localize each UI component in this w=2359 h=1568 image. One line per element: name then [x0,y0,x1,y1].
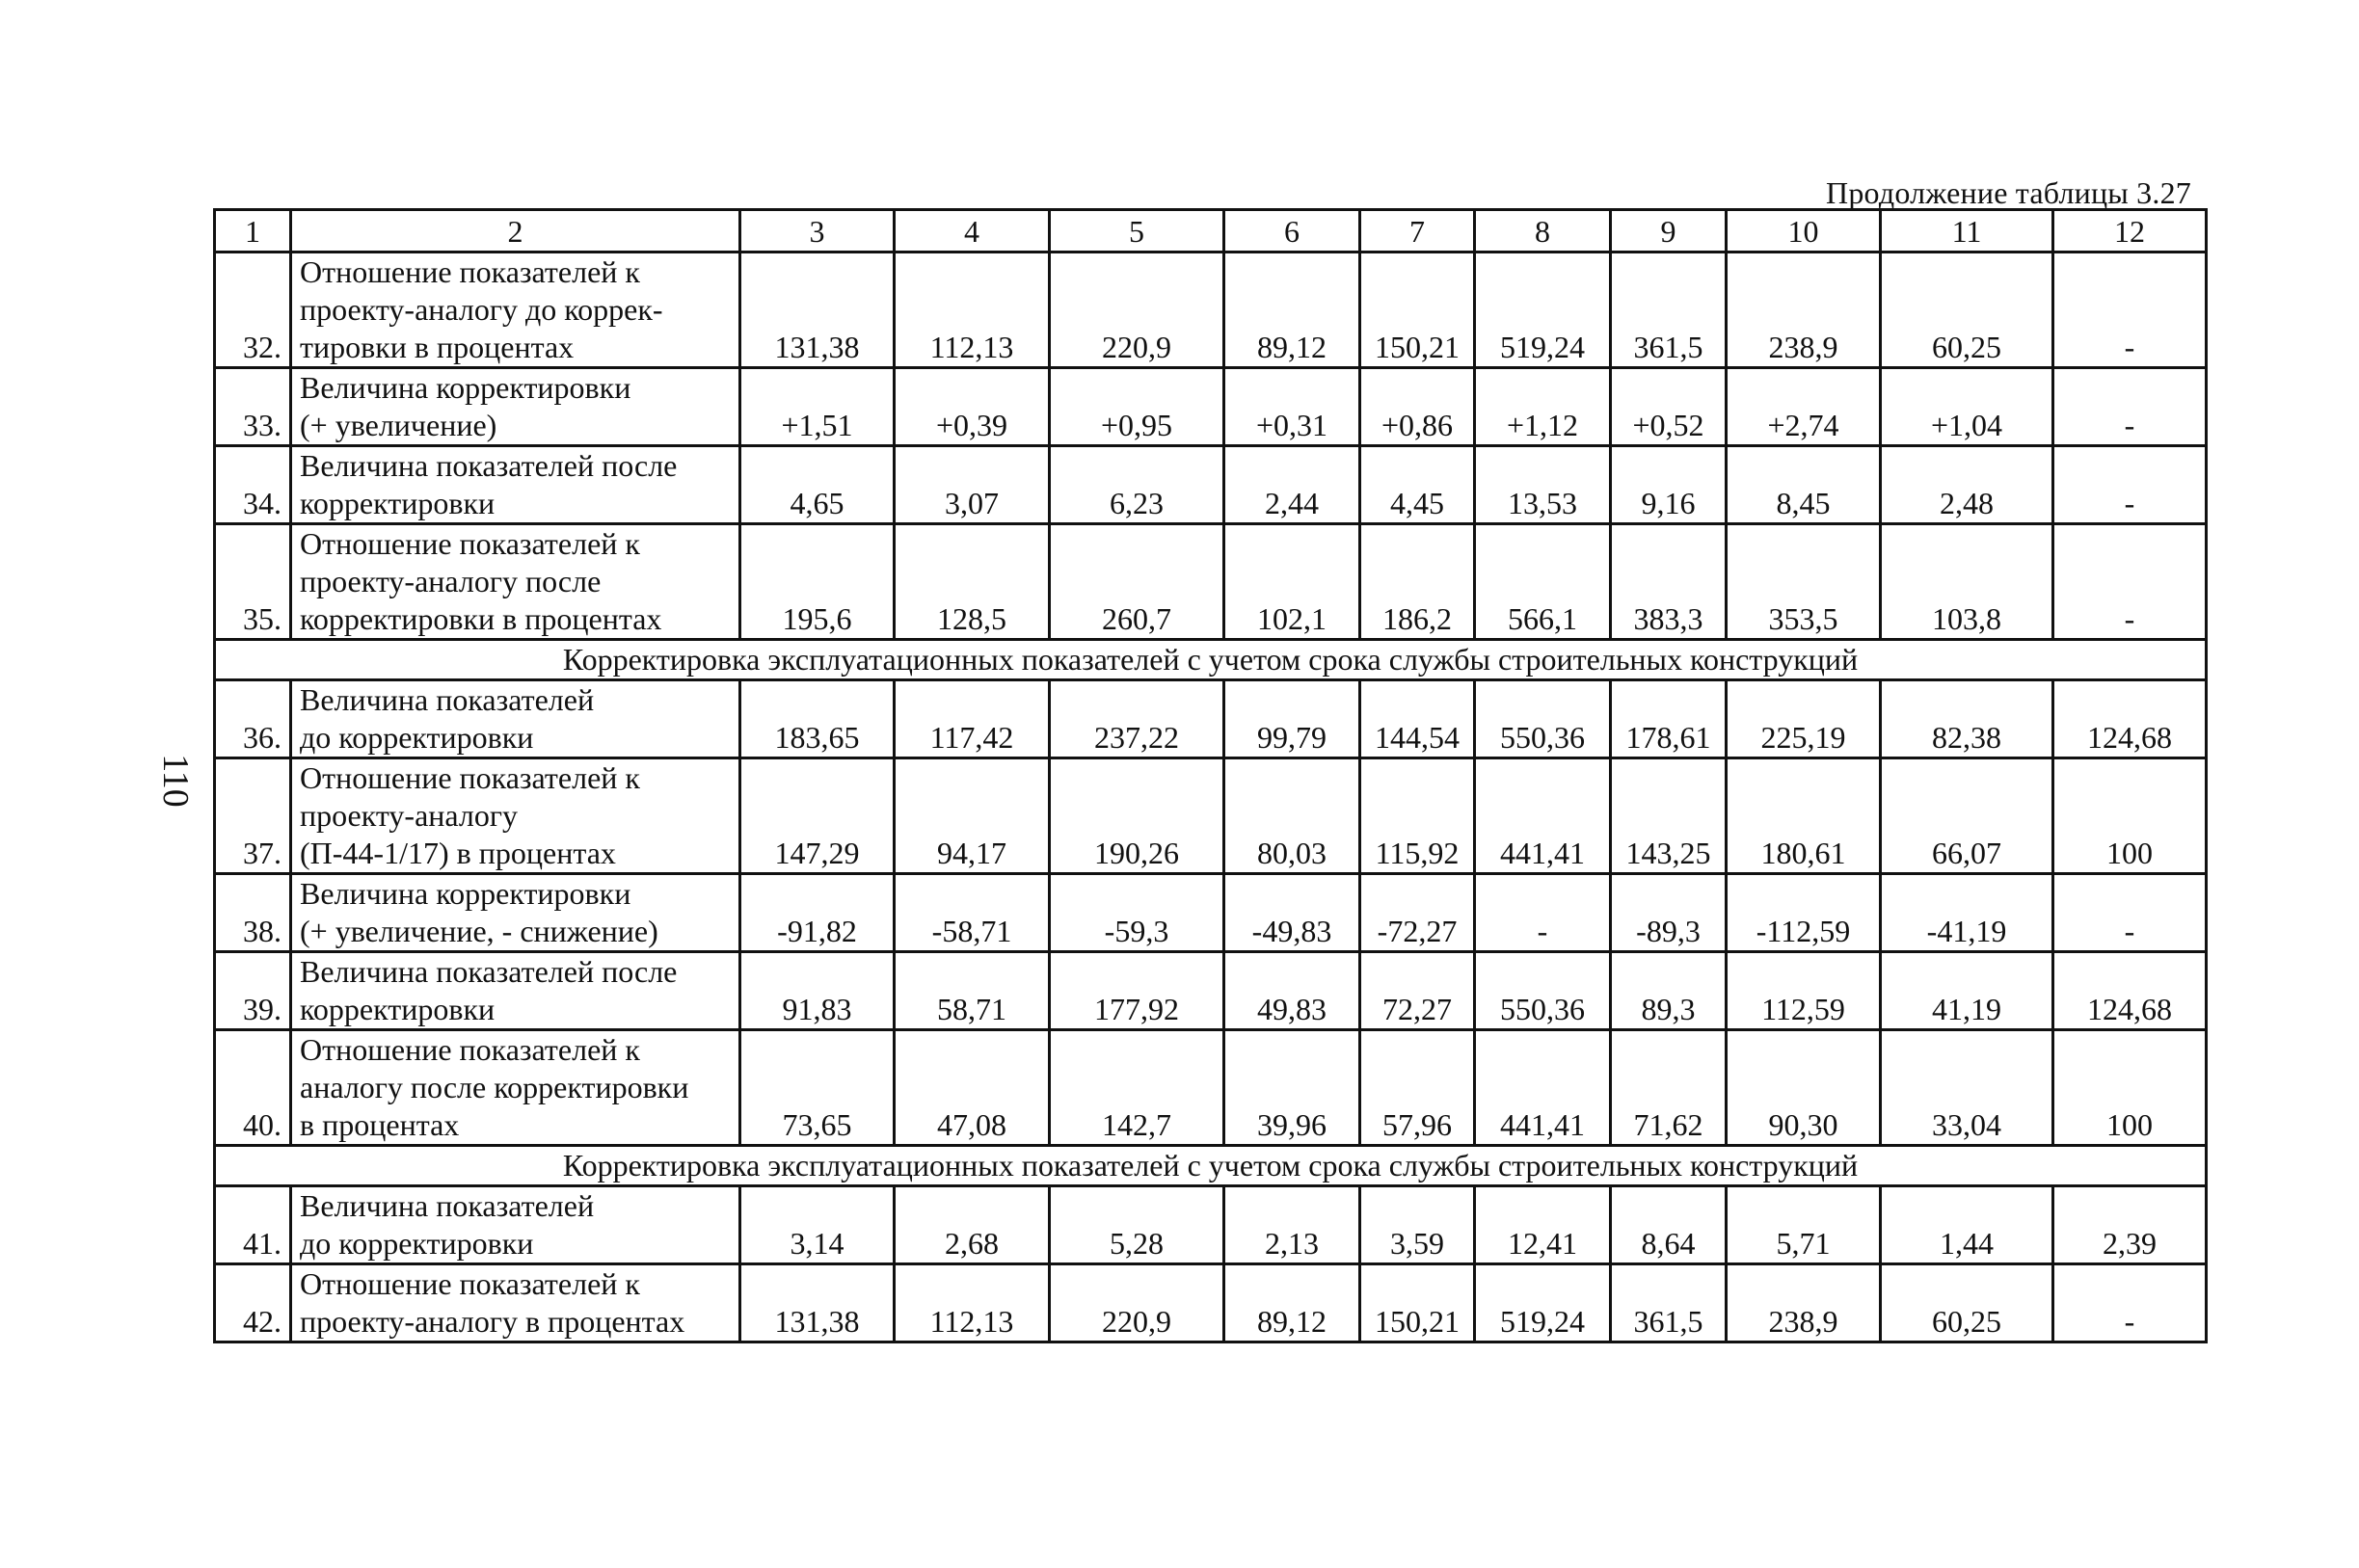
value-cell: 4,65 [740,446,895,524]
value-cell: 100 [2053,1030,2207,1146]
column-header: 5 [1050,210,1224,252]
row-description: Величина показателей после корректировки [291,952,740,1030]
value-cell: 91,83 [740,952,895,1030]
value-cell: 131,38 [740,252,895,368]
value-cell: 441,41 [1475,1030,1611,1146]
row-number: 35. [215,524,291,640]
table-row [215,1030,2207,1146]
value-cell: 237,22 [1050,680,1224,758]
value-cell: 190,26 [1050,758,1224,874]
value-cell: 47,08 [895,1030,1050,1146]
value-cell: +0,31 [1224,368,1360,446]
row-number: 36. [215,680,291,758]
value-cell: 550,36 [1475,952,1611,1030]
table-row [215,524,2207,640]
row-description: Величина показателей до корректировки [291,1186,740,1264]
table-row [215,874,2207,952]
row-description: Отношение показателей к проекту-аналогу после корректировки в процентах [291,524,740,640]
row-description: Величина корректировки (+ увеличение) [291,368,740,446]
table-caption: Продолжение таблицы 3.27 [1826,175,2191,210]
value-cell: - [2053,524,2207,640]
value-cell: 103,8 [1881,524,2053,640]
column-header: 10 [1727,210,1881,252]
row-number: 33. [215,368,291,446]
value-cell: 186,2 [1360,524,1475,640]
column-header: 12 [2053,210,2207,252]
value-cell: -72,27 [1360,874,1475,952]
value-cell: 60,25 [1881,1264,2053,1342]
value-cell: 2,48 [1881,446,2053,524]
value-cell: 117,42 [895,680,1050,758]
value-cell: +0,39 [895,368,1050,446]
table-body [215,210,2207,1342]
column-header: 6 [1224,210,1360,252]
value-cell: 566,1 [1475,524,1611,640]
table-row [215,1264,2207,1342]
table-row [215,680,2207,758]
value-cell: 220,9 [1050,1264,1224,1342]
value-cell: 1,44 [1881,1186,2053,1264]
value-cell: 39,96 [1224,1030,1360,1146]
value-cell: 2,13 [1224,1186,1360,1264]
column-header: 11 [1881,210,2053,252]
value-cell: +0,52 [1611,368,1727,446]
value-cell: 150,21 [1360,1264,1475,1342]
value-cell: 178,61 [1611,680,1727,758]
value-cell: -112,59 [1727,874,1881,952]
column-header: 4 [895,210,1050,252]
value-cell: 60,25 [1881,252,2053,368]
table-row [215,252,2207,368]
value-cell: 112,13 [895,1264,1050,1342]
page-number: 110 [155,754,196,808]
value-cell: 519,24 [1475,252,1611,368]
value-cell: -59,3 [1050,874,1224,952]
value-cell: 5,71 [1727,1186,1881,1264]
value-cell: 89,12 [1224,1264,1360,1342]
value-cell: 225,19 [1727,680,1881,758]
value-cell: 142,7 [1050,1030,1224,1146]
value-cell: 112,59 [1727,952,1881,1030]
value-cell: +1,12 [1475,368,1611,446]
value-cell: 112,13 [895,252,1050,368]
value-cell: 58,71 [895,952,1050,1030]
value-cell: 180,61 [1727,758,1881,874]
value-cell: 220,9 [1050,252,1224,368]
value-cell: 89,3 [1611,952,1727,1030]
value-cell: 71,62 [1611,1030,1727,1146]
column-header: 1 [215,210,291,252]
value-cell: 2,39 [2053,1186,2207,1264]
column-header: 3 [740,210,895,252]
value-cell: - [2053,874,2207,952]
value-cell: 2,44 [1224,446,1360,524]
value-cell: 238,9 [1727,1264,1881,1342]
value-cell: 3,14 [740,1186,895,1264]
value-cell: 80,03 [1224,758,1360,874]
section-row [215,1146,2207,1186]
value-cell: 128,5 [895,524,1050,640]
value-cell: 177,92 [1050,952,1224,1030]
value-cell: +0,86 [1360,368,1475,446]
value-cell: - [2053,368,2207,446]
value-cell: 144,54 [1360,680,1475,758]
value-cell: 383,3 [1611,524,1727,640]
value-cell: 124,68 [2053,952,2207,1030]
value-cell: -41,19 [1881,874,2053,952]
value-cell: 260,7 [1050,524,1224,640]
row-number: 34. [215,446,291,524]
value-cell: 57,96 [1360,1030,1475,1146]
column-header: 2 [291,210,740,252]
table-row [215,368,2207,446]
row-description: Величина показателей до корректировки [291,680,740,758]
value-cell: 99,79 [1224,680,1360,758]
value-cell: 150,21 [1360,252,1475,368]
column-header: 7 [1360,210,1475,252]
value-cell: 82,38 [1881,680,2053,758]
table-row [215,446,2207,524]
value-cell: - [2053,252,2207,368]
value-cell: 147,29 [740,758,895,874]
data-table [213,208,2208,1343]
column-header: 9 [1611,210,1727,252]
row-number: 32. [215,252,291,368]
value-cell: - [2053,446,2207,524]
row-number: 37. [215,758,291,874]
column-header: 8 [1475,210,1611,252]
value-cell: +0,95 [1050,368,1224,446]
row-description: Отношение показателей к проекту-аналогу в процентах [291,1264,740,1342]
value-cell: 102,1 [1224,524,1360,640]
row-description: Отношение показателей к проекту-аналогу (П-44-1/17) в процентах [291,758,740,874]
value-cell: 238,9 [1727,252,1881,368]
column-header-row [215,210,2207,252]
value-cell: 131,38 [740,1264,895,1342]
table-row [215,758,2207,874]
value-cell: 3,07 [895,446,1050,524]
value-cell: 90,30 [1727,1030,1881,1146]
value-cell: -58,71 [895,874,1050,952]
row-description: Величина показателей после корректировки [291,446,740,524]
value-cell: 6,23 [1050,446,1224,524]
value-cell: 361,5 [1611,252,1727,368]
section-heading: Корректировка эксплуатационных показателей с учетом срока службы строительных конструкций [215,640,2207,680]
value-cell: 183,65 [740,680,895,758]
value-cell: +1,51 [740,368,895,446]
value-cell: 73,65 [740,1030,895,1146]
value-cell: 2,68 [895,1186,1050,1264]
row-number: 39. [215,952,291,1030]
value-cell: 353,5 [1727,524,1881,640]
value-cell: 8,64 [1611,1186,1727,1264]
value-cell: 72,27 [1360,952,1475,1030]
value-cell: 100 [2053,758,2207,874]
table-row [215,952,2207,1030]
value-cell: - [1475,874,1611,952]
value-cell: 441,41 [1475,758,1611,874]
value-cell: 33,04 [1881,1030,2053,1146]
value-cell: 41,19 [1881,952,2053,1030]
value-cell: 3,59 [1360,1186,1475,1264]
value-cell: 13,53 [1475,446,1611,524]
table-row [215,1186,2207,1264]
value-cell: 5,28 [1050,1186,1224,1264]
section-row [215,640,2207,680]
row-number: 40. [215,1030,291,1146]
value-cell: +1,04 [1881,368,2053,446]
row-description: Отношение показателей к аналогу после корректировки в процентах [291,1030,740,1146]
row-number: 41. [215,1186,291,1264]
value-cell: - [2053,1264,2207,1342]
value-cell: 519,24 [1475,1264,1611,1342]
value-cell: 143,25 [1611,758,1727,874]
row-number: 38. [215,874,291,952]
value-cell: 361,5 [1611,1264,1727,1342]
value-cell: +2,74 [1727,368,1881,446]
value-cell: -49,83 [1224,874,1360,952]
value-cell: 4,45 [1360,446,1475,524]
value-cell: -91,82 [740,874,895,952]
value-cell: 49,83 [1224,952,1360,1030]
row-description: Величина корректировки (+ увеличение, - снижение) [291,874,740,952]
value-cell: 94,17 [895,758,1050,874]
value-cell: 195,6 [740,524,895,640]
value-cell: 9,16 [1611,446,1727,524]
value-cell: 115,92 [1360,758,1475,874]
value-cell: 8,45 [1727,446,1881,524]
row-description: Отношение показателей к проекту-аналогу до коррек- тировки в процентах [291,252,740,368]
value-cell: -89,3 [1611,874,1727,952]
value-cell: 550,36 [1475,680,1611,758]
value-cell: 12,41 [1475,1186,1611,1264]
value-cell: 124,68 [2053,680,2207,758]
value-cell: 89,12 [1224,252,1360,368]
value-cell: 66,07 [1881,758,2053,874]
section-heading: Корректировка эксплуатационных показателей с учетом срока службы строительных конструкций [215,1146,2207,1186]
row-number: 42. [215,1264,291,1342]
